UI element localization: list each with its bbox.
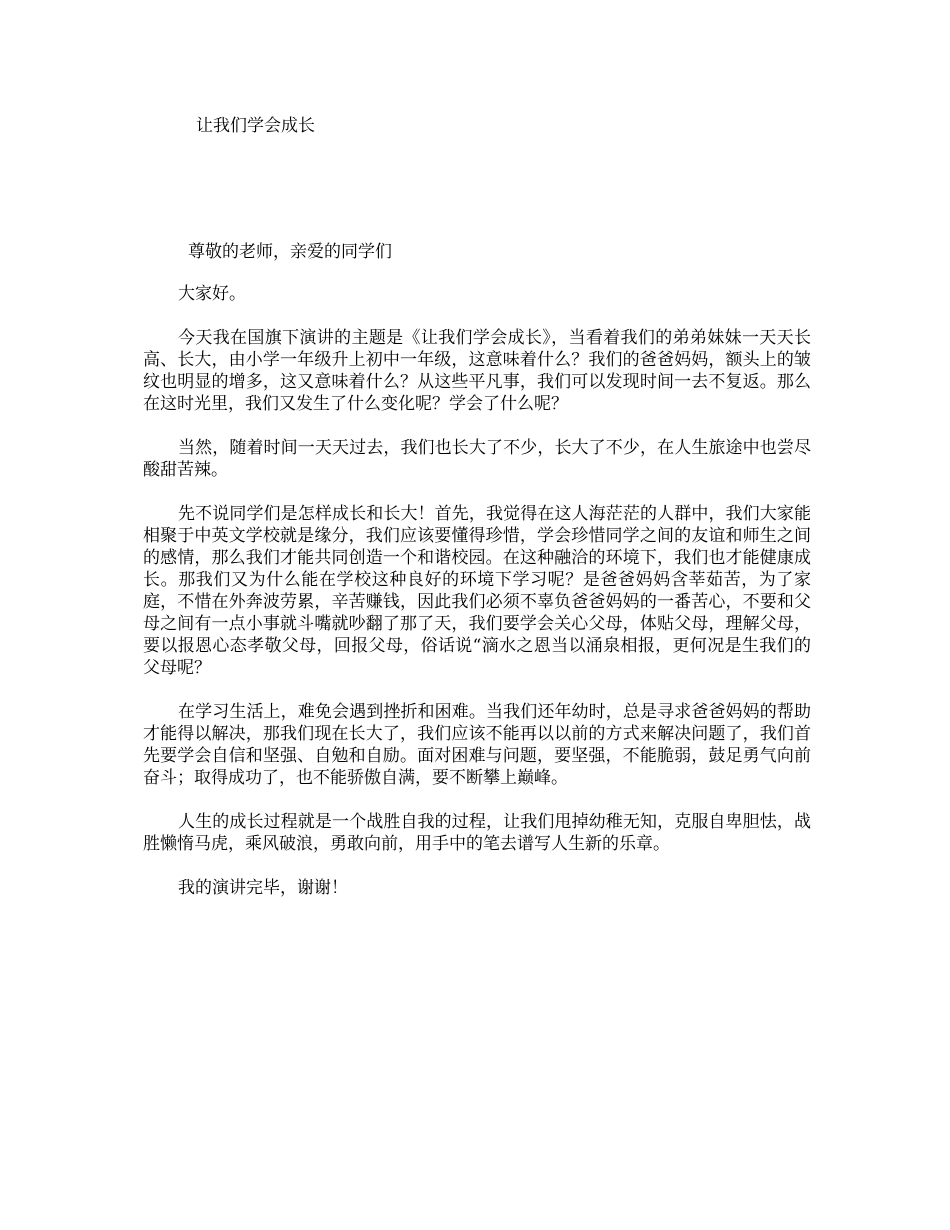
salutation: 尊敬的老师，亲爱的同学们 <box>188 242 392 262</box>
paragraph-growth: 当然，随着时间一天天过去，我们也长大了不少，长大了不少，在人生旅途中也尝尽酸甜苦辣。 <box>143 438 811 480</box>
speech-body <box>143 283 811 921</box>
paragraph-intro: 今天我在国旗下演讲的主题是《让我们学会成长》，当看着我们的弟弟妹妹一天天长高、长大，由小学一年级升上初中一年级，这意味着什么？我们的爸爸妈妈，额头上的皱纹也明显的增多，这又意味着什么？从这些平凡事，我们可以发现时间一去不复返。那么在这时光里，我们又发生了什么变化呢？学会了什么呢？ <box>143 328 811 414</box>
paragraph-cherish: 先不说同学们是怎样成长和长大！首先，我觉得在这人海茫茫的人群中，我们大家能相聚于中英文学校就是缘分，我们应该要懂得珍惜，学会珍惜同学之间的友谊和师生之间的感情，那么我们才能共同创造一个和谐校园。在这种融洽的环境下，我们也才能健康成长。那我们又为什么能在学校这种良好的环境下学习呢？是爸爸妈妈含莘茹苦，为了家庭，不惜在外奔波劳累，辛苦赚钱，因此我们必须不辜负爸爸妈妈的一番苦心，不要和父母之间有一点小事就斗嘴就吵翻了那了天，我们要学会关心父母，体贴父母，理解父母，要以报恩心态孝敬父母，回报父母，俗话说“滴水之恩当以涌泉相报，更何况是生我们的父母呢？ <box>143 504 811 678</box>
paragraph-closing: 我的演讲完毕，谢谢！ <box>178 878 348 898</box>
paragraph-greeting: 大家好。 <box>178 284 246 304</box>
document-title: 让我们学会成长 <box>196 116 315 136</box>
paragraph-conclusion: 人生的成长过程就是一个战胜自我的过程，让我们甩掉幼稚无知，克服自卑胆怯，战胜懒惰马虎，乘风破浪，勇敢向前，用手中的笔去谱写人生新的乐章。 <box>143 812 811 854</box>
paragraph-difficulties: 在学习生活上，难免会遇到挫折和困难。当我们还年幼时，总是寻求爸爸妈妈的帮助才能得以解决，那我们现在长大了，我们应该不能再以以前的方式来解决问题了，我们首先要学会自信和坚强、自勉和自励。面对困难与问题，要坚强，不能脆弱，鼓足勇气向前奋斗；取得成功了，也不能骄傲自满，要不断攀上巅峰。 <box>143 702 811 788</box>
